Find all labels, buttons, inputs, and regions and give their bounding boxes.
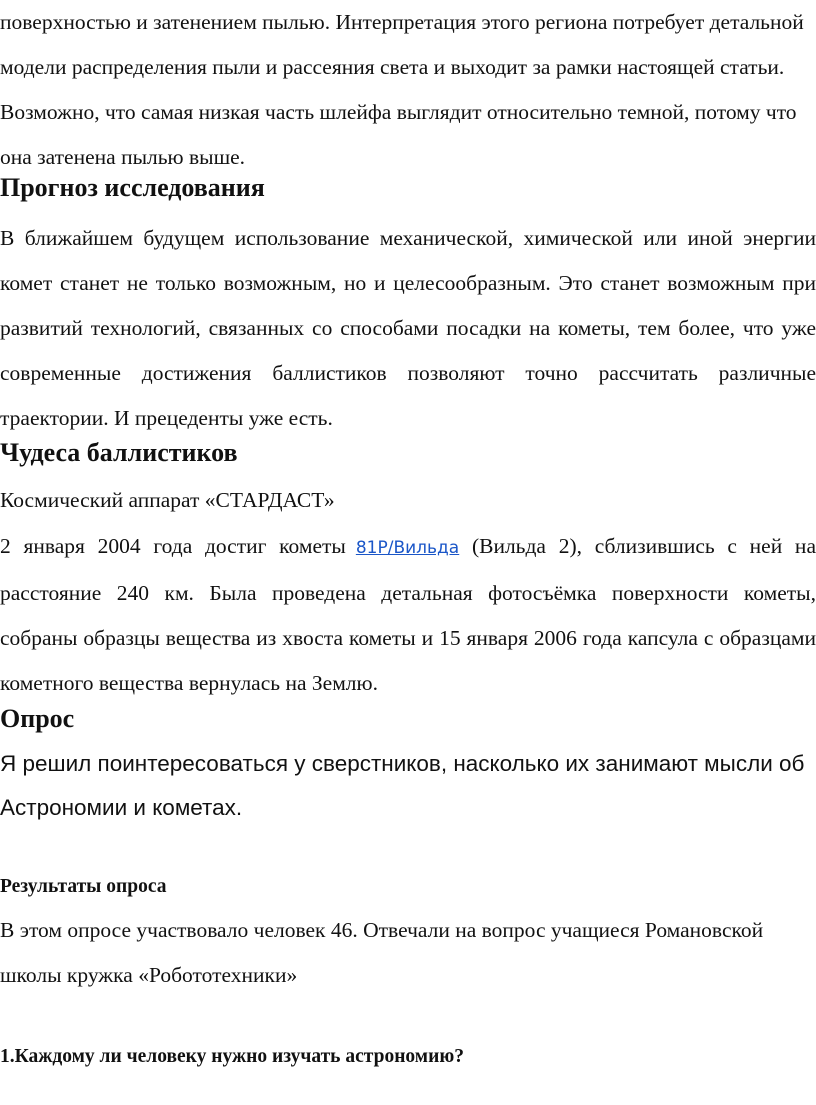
results-heading: Результаты опроса (0, 876, 167, 897)
comet-wild-link[interactable]: 81P/Вильда (355, 538, 460, 558)
forecast-paragraph: В ближайшем будущем использование механической, химической или иной энергии комет станет не только возможным, но и целесообразным. Это станет возможным при развитий технологий, связанных со способами посадки на кометы, тем более, что уже современные достижения баллистиков позволяют точно рассчитать различные траектории. И прецеденты уже есть. (0, 226, 816, 430)
results-paragraph: В этом опросе участвовало человек 46. Отвечали на вопрос учащиеся Романовской школы кружка «Робототехники» (0, 918, 764, 987)
survey-heading: Опрос (0, 704, 75, 733)
stardust-paragraph (0, 524, 816, 706)
survey-paragraph: Я решил поинтересоваться у сверстников, насколько их занимают мысли об Астрономии и кометах. (0, 751, 805, 820)
forecast-heading: Прогноз исследования (0, 173, 265, 202)
intro-paragraph: поверхностью и затенением пылью. Интерпретация этого региона потребует детальной модели распределения пыли и рассеяния света и выходит за рамки настоящей статьи. Возможно, что самая низкая часть шлейфа выглядит относительно темной, потому что она затенена пылью выше. (0, 10, 804, 169)
question-1-heading: 1.Каждому ли человеку нужно изучать астрономию? (0, 1046, 464, 1067)
stardust-text-after-link: (Вильда 2), сблизившись с ней на расстояние 240 км. Была проведена детальная фотосъёмка поверхности кометы, собраны образцы вещества из хвоста кометы и 15 января 2006 года капсула с образцами кометного вещества вернулась на Землю. (0, 534, 816, 695)
spacecraft-name: Космический аппарат «СТАРДАСТ» (0, 488, 335, 512)
wonders-heading: Чудеса баллистиков (0, 438, 238, 467)
stardust-text-before-link: 2 января 2004 года достиг кометы (0, 534, 346, 558)
